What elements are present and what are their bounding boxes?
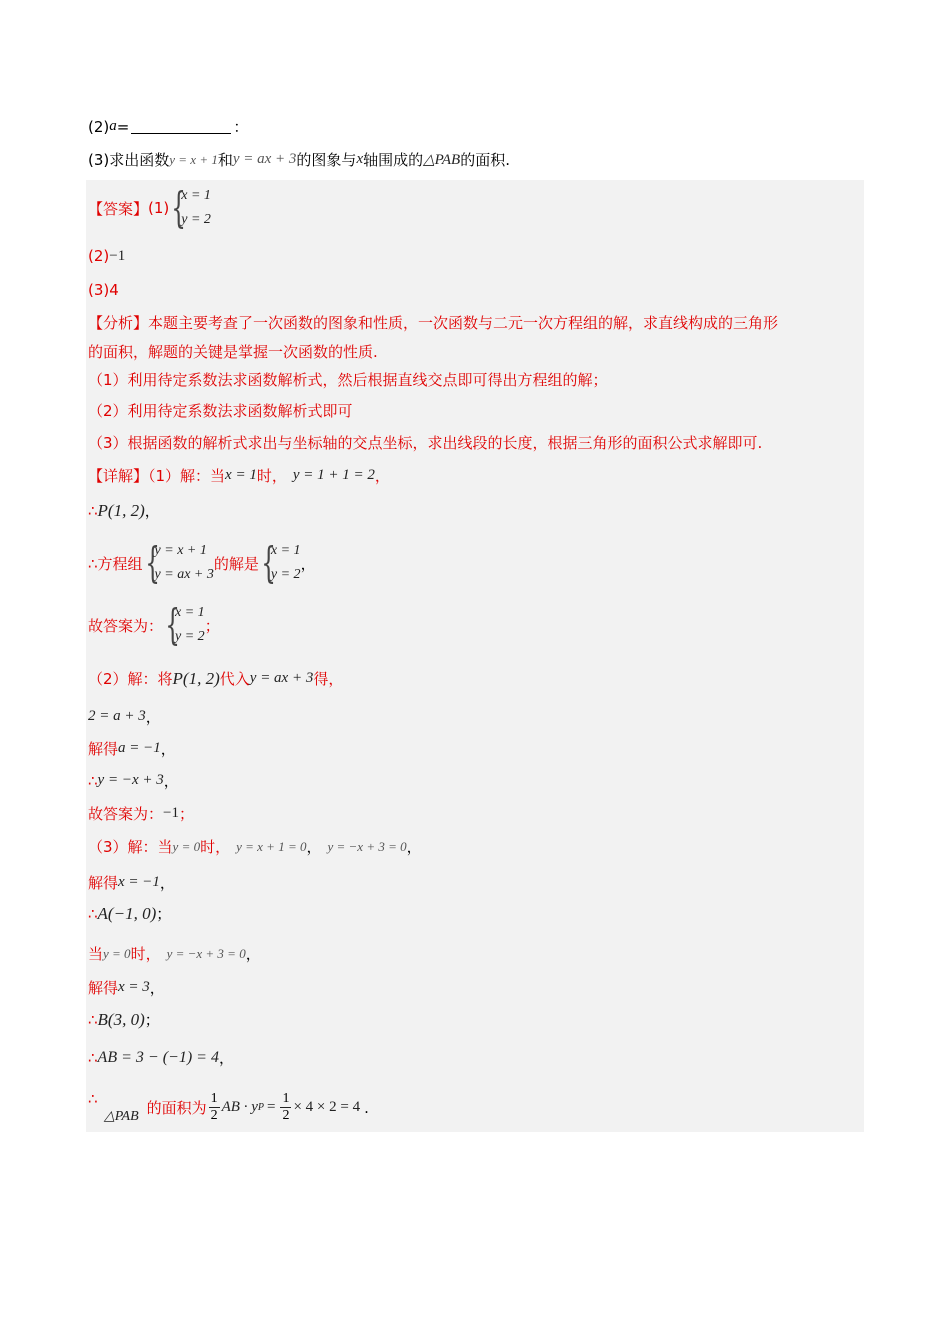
- answer-1: [88, 184, 211, 232]
- detail-step-4: （2）解：将 P(1, 2) 代入 y = ax + 3 得，: [88, 668, 344, 688]
- q3-mid: 的图象与: [296, 151, 357, 169]
- fraction-half: $\frac{1}{2}$: [210, 1091, 218, 1123]
- detail-heading: 【详解】（1）解：当 x = 1 时， y = 1 + 1 = 2 ，: [88, 467, 390, 485]
- fraction-half-2: $\frac{1}{2}$: [282, 1091, 290, 1123]
- detail-step-13: 解得 x = 3 ，: [88, 979, 165, 997]
- q3-f2: y = ax + 3: [232, 151, 297, 167]
- analysis-line-4: （2）利用待定系数法求函数解析式即可: [88, 402, 353, 420]
- q2-prefix: (2): [88, 117, 110, 136]
- q3-x: x: [356, 151, 364, 167]
- question-2: [88, 116, 248, 137]
- q3-tail: 轴围成的: [363, 151, 424, 169]
- q2-suffix: ：: [233, 118, 249, 136]
- q2-var: a: [109, 118, 117, 134]
- detail-step-5: 2 = a + 3 ，: [88, 708, 161, 726]
- answer-3: (3)4: [88, 281, 119, 299]
- answer-label: 【答案】: [88, 199, 149, 218]
- detail-step-12: 当 y = 0 时， y = −x + 3 = 0 ，: [88, 945, 261, 963]
- answer-system: { x = 1 y = 2: [171, 183, 211, 232]
- detail-step-15: ∴ AB = 3 − (−1) = 4 ，: [88, 1048, 234, 1067]
- q3-end: 的面积.: [460, 151, 510, 169]
- detail-step-2: ∴方程组 { y = x + 1 y = ax + 3 的解是 { x = 1 y = 2 ，: [88, 538, 316, 587]
- q3-and: 和: [217, 151, 233, 169]
- answer-2: [88, 247, 125, 265]
- detail-step-1: ∴ P(1, 2) ，: [88, 500, 160, 520]
- detail-step-3: 故答案为： { x = 1 y = 2 ；: [88, 600, 220, 649]
- q2-eq: =: [116, 117, 130, 136]
- detail-step-16: ∴ △PAB 的面积为 $\frac{1}{2}$ AB · y P = $\frac{1}{2}$ × 4 × 2 = 4 .: [88, 1090, 369, 1124]
- q3-prefix: (3)求出函数: [88, 151, 170, 169]
- analysis-line-5: （3）根据函数的解析式求出与坐标轴的交点坐标，求出线段的长度，根据三角形的面积公式求解即可.: [88, 434, 763, 452]
- detail-step-8: 故答案为： −1 ；: [88, 805, 194, 823]
- detail-step-6: 解得 a = −1 ，: [88, 740, 176, 758]
- analysis-line-1: 【分析】本题主要考查了一次函数的图象和性质，一次函数与二元一次方程组的解，求直线构成的三角形: [88, 314, 779, 332]
- detail-step-9: （3）解：当 y = 0 时， y = x + 1 = 0 ， y = −x + 3 = 0 ，: [88, 838, 422, 856]
- answer-blank: [131, 119, 231, 134]
- question-3: [88, 149, 510, 170]
- answer-p2: (2): [88, 247, 110, 265]
- analysis-line-3: （1）利用待定系数法求函数解析式，然后根据直线交点即可得出方程组的解；: [88, 371, 608, 389]
- answer-v2: −1: [109, 247, 126, 264]
- detail-step-10: 解得 x = −1 ，: [88, 874, 175, 892]
- detail-step-11: ∴ A(−1, 0) ；: [88, 903, 172, 923]
- analysis-line-2: 的面积，解题的关键是掌握一次函数的性质.: [88, 343, 378, 361]
- answer-p1: (1): [148, 199, 170, 217]
- detail-step-14: ∴ B(3, 0) ；: [88, 1009, 160, 1029]
- detail-step-7: ∴ y = −x + 3 ，: [88, 771, 179, 790]
- q3-f1: y = x + 1: [169, 151, 218, 167]
- q3-tri: △PAB: [423, 152, 461, 168]
